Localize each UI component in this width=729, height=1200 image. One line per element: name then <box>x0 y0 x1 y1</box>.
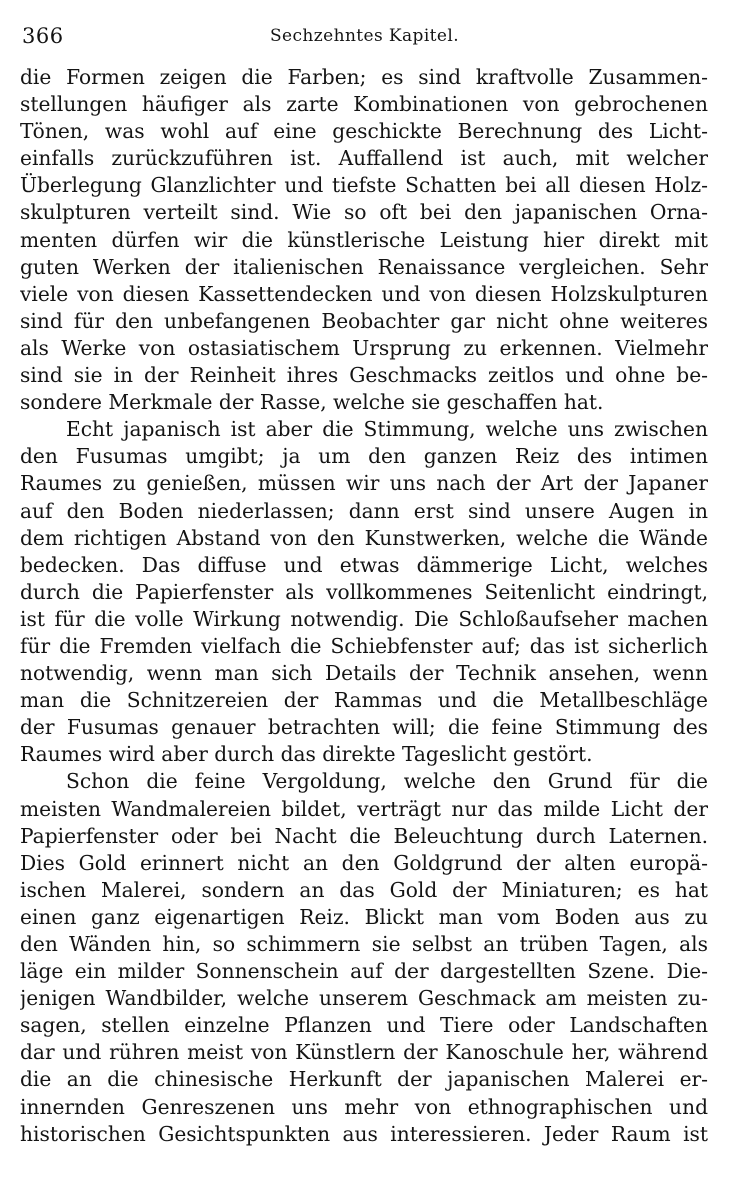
paragraph-end-line: Raumes wird aber durch das direkte Tageslicht gestört. <box>20 742 593 767</box>
text-line: die an die chinesische Herkunft der japanischen Malerei er- <box>20 1067 708 1092</box>
paragraph-start-line: Schon die feine Vergoldung, welche den Grund für die <box>66 769 708 794</box>
page-header <box>22 18 707 52</box>
body-text <box>20 64 708 1148</box>
text-line: sagen, stellen einzelne Pflanzen und Tiere oder Landschaften <box>20 1013 708 1038</box>
text-line: sind für den unbefangenen Beobachter gar nicht ohne weiteres <box>20 308 708 333</box>
text-line: der Fusumas genauer betrachten will; die feine Stimmung des <box>20 715 708 740</box>
text-line: man die Schnitzereien der Rammas und die Metallbeschläge <box>20 688 708 713</box>
text-line: meisten Wandmalereien bildet, verträgt nur das milde Licht der <box>20 796 708 821</box>
text-line: Dies Gold erinnert nicht an den Goldgrund der alten europä- <box>20 850 708 875</box>
text-line: jenigen Wandbilder, welche unserem Geschmack am meisten zu- <box>20 986 708 1011</box>
text-line: Raumes zu genießen, müssen wir uns nach der Art der Japaner <box>20 471 708 496</box>
text-line: einfalls zurückzuführen ist. Auffallend ist auch, mit welcher <box>20 146 708 171</box>
text-line: den Wänden hin, so schimmern sie selbst an trüben Tagen, als <box>20 932 708 956</box>
text-line: historischen Gesichtspunkten aus interessieren. Jeder Raum ist <box>20 1121 708 1146</box>
text-line: den Fusumas umgibt; ja um den ganzen Reiz des intimen <box>20 444 708 469</box>
text-line: menten dürfen wir die künstlerische Leistung hier direkt mit <box>20 227 708 252</box>
text-line: läge ein milder Sonnenschein auf der dargestellten Szene. Die- <box>20 959 708 984</box>
text-line: ist für die volle Wirkung notwendig. Die Schloßaufseher machen <box>20 606 708 631</box>
text-line: auf den Boden niederlassen; dann erst sind unsere Augen in <box>20 498 708 523</box>
text-line: guten Werken der italienischen Renaissance vergleichen. Sehr <box>20 254 708 279</box>
text-line: Überlegung Glanzlichter und tiefste Schatten bei all diesen Holz- <box>20 173 708 198</box>
text-line: für die Fremden vielfach die Schiebfenster auf; das ist sicherlich <box>20 633 708 658</box>
text-line: als Werke von ostasiatischem Ursprung zu erkennen. Vielmehr <box>20 335 708 360</box>
paragraph-end-line: sondere Merkmale der Rasse, welche sie geschaffen hat. <box>20 390 604 415</box>
text-line: viele von diesen Kassettendecken und von diesen Holzskulpturen <box>20 281 708 306</box>
text-line: sind sie in der Reinheit ihres Geschmacks zeitlos und ohne be- <box>20 363 708 388</box>
text-line: dar und rühren meist von Künstlern der Kanoschule her, während <box>20 1040 708 1065</box>
text-line: dem richtigen Abstand von den Kunstwerken, welche die Wände <box>20 525 708 550</box>
text-line: Tönen, was wohl auf eine geschickte Berechnung des Licht- <box>20 119 708 144</box>
text-line: durch die Papierfenster als vollkommenes Seitenlicht eindringt, <box>20 579 708 604</box>
text-line: die Formen zeigen die Farben; es sind kraftvolle Zusammen- <box>20 65 708 89</box>
text-line: notwendig, wenn man sich Details der Technik ansehen, wenn <box>20 661 708 686</box>
paragraph-start-line: Echt japanisch ist aber die Stimmung, welche uns zwischen <box>66 417 708 442</box>
text-line: einen ganz eigenartigen Reiz. Blickt man vom Boden aus zu <box>20 904 708 929</box>
running-title: Sechzehntes Kapitel. <box>270 26 459 46</box>
text-line: innernden Genreszenen uns mehr von ethnographischen und <box>20 1094 708 1119</box>
text-line: ischen Malerei, sondern an das Gold der Miniaturen; es hat <box>20 877 708 902</box>
page-number: 366 <box>22 24 64 48</box>
text-line: Papierfenster oder bei Nacht die Beleuchtung durch Laternen. <box>20 823 708 848</box>
text-line: bedecken. Das diffuse und etwas dämmerige Licht, welches <box>20 552 708 577</box>
text-line: skulpturen verteilt sind. Wie so oft bei den japanischen Orna- <box>20 200 708 225</box>
text-line: stellungen häufiger als zarte Kombinationen von gebrochenen <box>20 92 708 117</box>
